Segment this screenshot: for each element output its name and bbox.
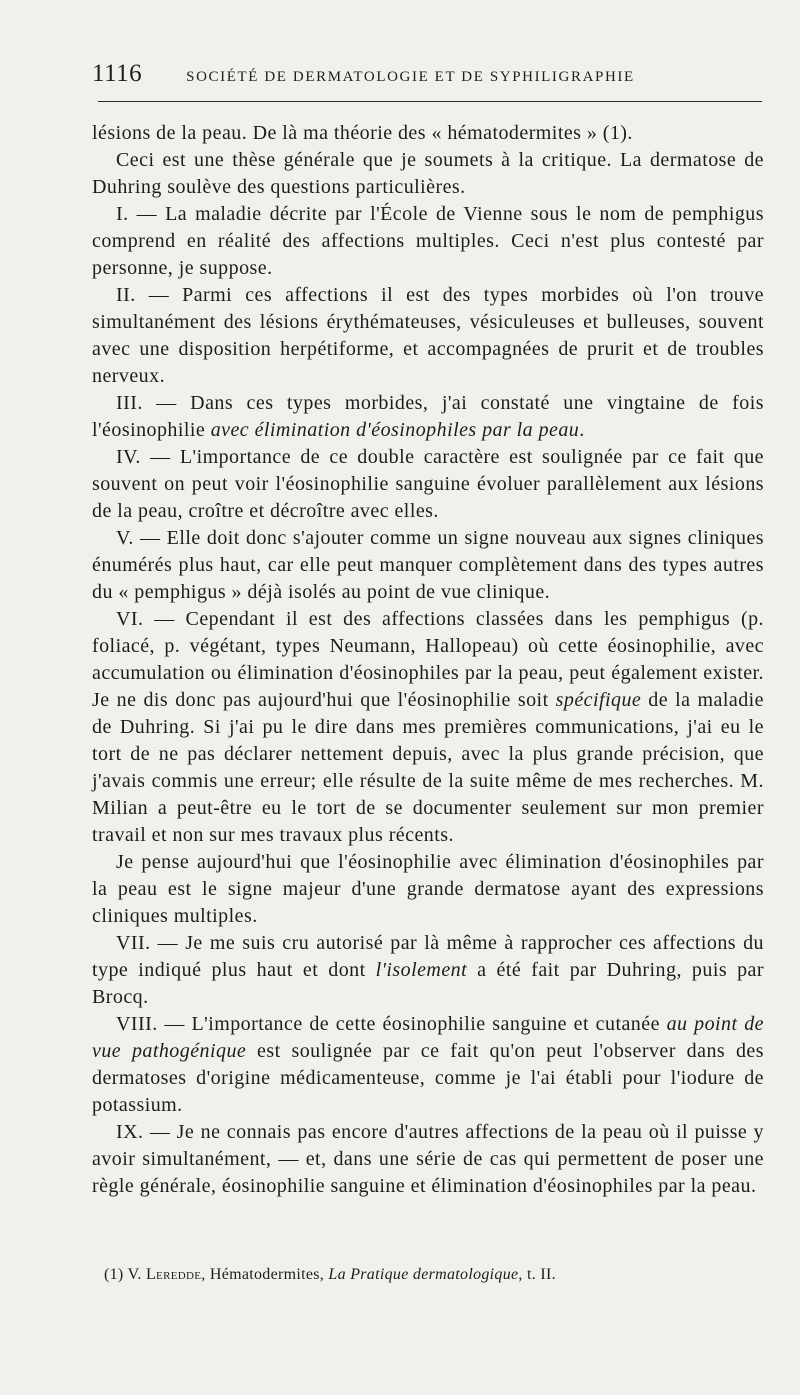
- footnote-journal: La Pratique dermatologique: [328, 1266, 519, 1283]
- running-head: SOCIÉTÉ DE DERMATOLOGIE ET DE SYPHILIGRAPHIE: [186, 69, 635, 85]
- page-header: [92, 60, 762, 90]
- italic-phrase: avec élimination d'éosinophiles par la peau: [210, 419, 580, 441]
- paragraph: IV. — L'importance de ce double caractère est soulignée par ce fait que souvent on peut voir l'éosinophilie sanguine évoluer parallèlement aux lésions de la peau, croître et décroître avec elles.: [92, 446, 764, 522]
- paragraph: I. — La maladie décrite par l'École de Vienne sous le nom de pemphigus comprend en réalité des affections multiples. Ceci n'est plus contesté par personne, je suppose.: [92, 203, 764, 279]
- italic-phrase: spécifique: [555, 689, 642, 711]
- paragraph: VIII. — L'importance de cette éosinophilie sanguine et cutanée au point de vue pathogénique est soulignée par ce fait qu'on peut l'observer dans des dermatoses d'origine médicamenteuse, comme je l'ai établi pour l'iodure de potassium.: [92, 1013, 764, 1116]
- paragraph: IX. — Je ne connais pas encore d'autres affections de la peau où il puisse y avoir simultanément, — et, dans une série de cas qui permettent de poser une règle générale, éosinophilie sanguine et élimination d'éosinophiles par la peau.: [92, 1121, 764, 1197]
- paragraph: II. — Parmi ces affections il est des types morbides où l'on trouve simultanément des lésions érythémateuses, vésiculeuses et bulleuses, souvent avec une disposition herpétiforme, et accompagnées de prurit et de troubles nerveux.: [92, 284, 764, 387]
- footnote-title: , Hématodermites,: [201, 1266, 329, 1283]
- paragraph: Je pense aujourd'hui que l'éosinophilie avec élimination d'éosinophiles par la peau est le signe majeur d'une grande dermatose ayant des expressions cliniques multiples.: [92, 851, 764, 927]
- footnote-number: (1) V.: [104, 1266, 142, 1283]
- header-rule: [98, 101, 762, 102]
- paragraph: lésions de la peau. De là ma théorie des « hématodermites » (1).: [92, 122, 633, 144]
- page-number: 1116: [92, 60, 143, 87]
- paragraph: V. — Elle doit donc s'ajouter comme un signe nouveau aux signes cliniques énumérés plus haut, car elle peut manquer complètement dans des types autres du « pemphigus » déjà isolés au point de vue clinique.: [92, 527, 764, 603]
- footnote-volume: , t. II.: [518, 1266, 556, 1283]
- italic-phrase: au point de vue pathogénique: [92, 1013, 764, 1062]
- paragraph: Ceci est une thèse générale que je soumets à la critique. La dermatose de Duhring soulève des questions particulières.: [92, 149, 764, 198]
- footnote-author: Leredde: [145, 1266, 202, 1283]
- paragraph: VI. — Cependant il est des affections classées dans les pemphigus (p. foliacé, p. végétant, types Neumann, Hallopeau) où cette éosinophilie, avec accumulation ou élimination d'éosinophiles par la peau, peut également exister. Je ne dis donc pas aujourd'hui que l'éosinophilie soit spécifique de la maladie de Duhring. Si j'ai pu le dire dans mes premières communications, j'ai eu le tort de ne pas déclarer nettement depuis, avec la plus grande précision, que j'avais commis une erreur; elle résulte de la suite même de mes recherches. M. Milian a peut-être eu le tort de se documenter seulement sur mon premier travail et non sur mes travaux plus récents.: [92, 608, 764, 846]
- paragraph: VII. — Je me suis cru autorisé par là même à rapprocher ces affections du type indiqué plus haut et dont l'isolement a été fait par Duhring, puis par Brocq.: [92, 932, 764, 1008]
- italic-phrase: l'isolement: [375, 959, 468, 981]
- footnote: [104, 1266, 764, 1284]
- body-text: [92, 120, 764, 1200]
- paragraph: III. — Dans ces types morbides, j'ai constaté une vingtaine de fois l'éosinophilie avec élimination d'éosinophiles par la peau.: [92, 392, 764, 441]
